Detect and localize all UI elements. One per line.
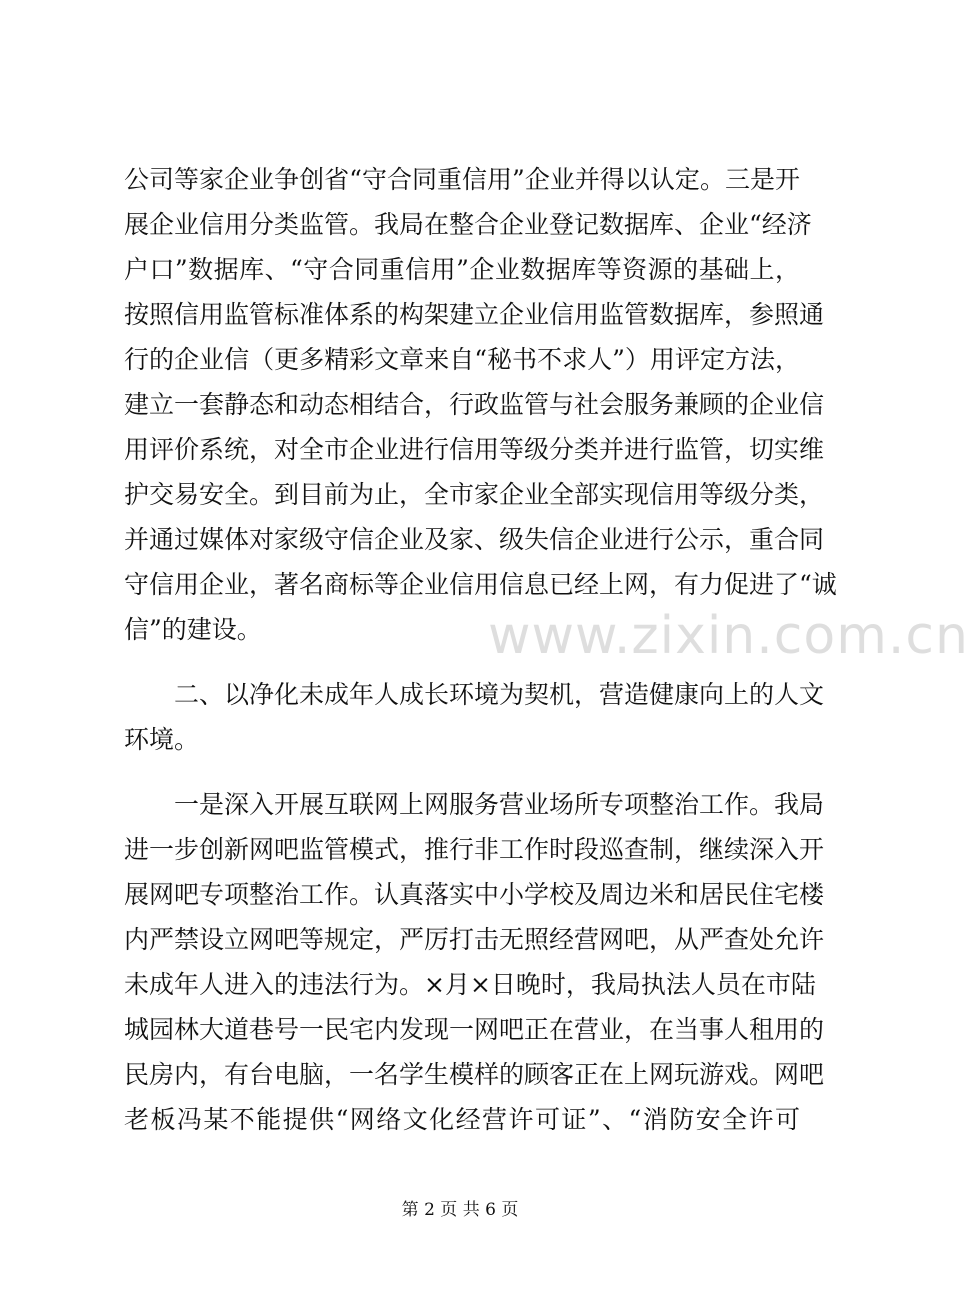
page-footer: 第 2 页 共 6 页 <box>401 1200 519 1220</box>
text-line: 行的企业信（更多精彩文章来自“秘书不求人”）用评定方法， <box>124 345 800 374</box>
text-line: 民房内，有台电脑，一名学生模样的顾客正在上网玩游戏。网吧 <box>124 1060 825 1089</box>
text-line: 展企业信用分类监管。我局在整合企业登记数据库、企业“经济 <box>124 210 812 239</box>
text-line: 守信用企业，著名商标等企业信用信息已经上网，有力促进了“诚 <box>124 570 837 599</box>
text-line: 老板冯某不能提供“网络文化经营许可证”、“消防安全许可 <box>124 1105 800 1134</box>
text-line: 内严禁设立网吧等规定，严厉打击无照经营网吧，从严查处允许 <box>124 925 825 954</box>
text-line: 按照信用监管标准体系的构架建立企业信用监管数据库，参照通 <box>124 300 825 329</box>
text-line: 用评价系统，对全市企业进行信用等级分类并进行监管，切实维 <box>124 435 825 464</box>
section-heading-line: 环境。 <box>124 725 200 754</box>
section-heading-line: 二、以净化未成年人成长环境为契机，营造健康向上的人文 <box>174 680 825 709</box>
text-line: 未成年人进入的违法行为。×月×日晚时，我局执法人员在市陆 <box>124 970 816 999</box>
text-line: 户口”数据库、“守合同重信用”企业数据库等资源的基础上， <box>124 255 800 284</box>
text-line: 城园林大道巷号一民宅内发现一网吧正在营业，在当事人租用的 <box>124 1015 825 1044</box>
text-line: 并通过媒体对家级守信企业及家、级失信企业进行公示，重合同 <box>124 525 825 554</box>
text-line: 进一步创新网吧监管模式，推行非工作时段巡查制，继续深入开 <box>124 835 825 864</box>
text-line: 展网吧专项整治工作。认真落实中小学校及周边米和居民住宅楼 <box>124 880 825 909</box>
text-line: 公司等家企业争创省“守合同重信用”企业并得以认定。三是开 <box>124 165 800 194</box>
text-line: 建立一套静态和动态相结合，行政监管与社会服务兼顾的企业信 <box>124 390 825 419</box>
text-line: 护交易安全。到目前为止，全市家企业全部实现信用等级分类， <box>124 480 825 509</box>
text-line: 信”的建设。 <box>124 615 262 644</box>
text-line: 一是深入开展互联网上网服务营业场所专项整治工作。我局 <box>174 790 825 819</box>
watermark: www.zixin.com.cn <box>488 606 969 666</box>
